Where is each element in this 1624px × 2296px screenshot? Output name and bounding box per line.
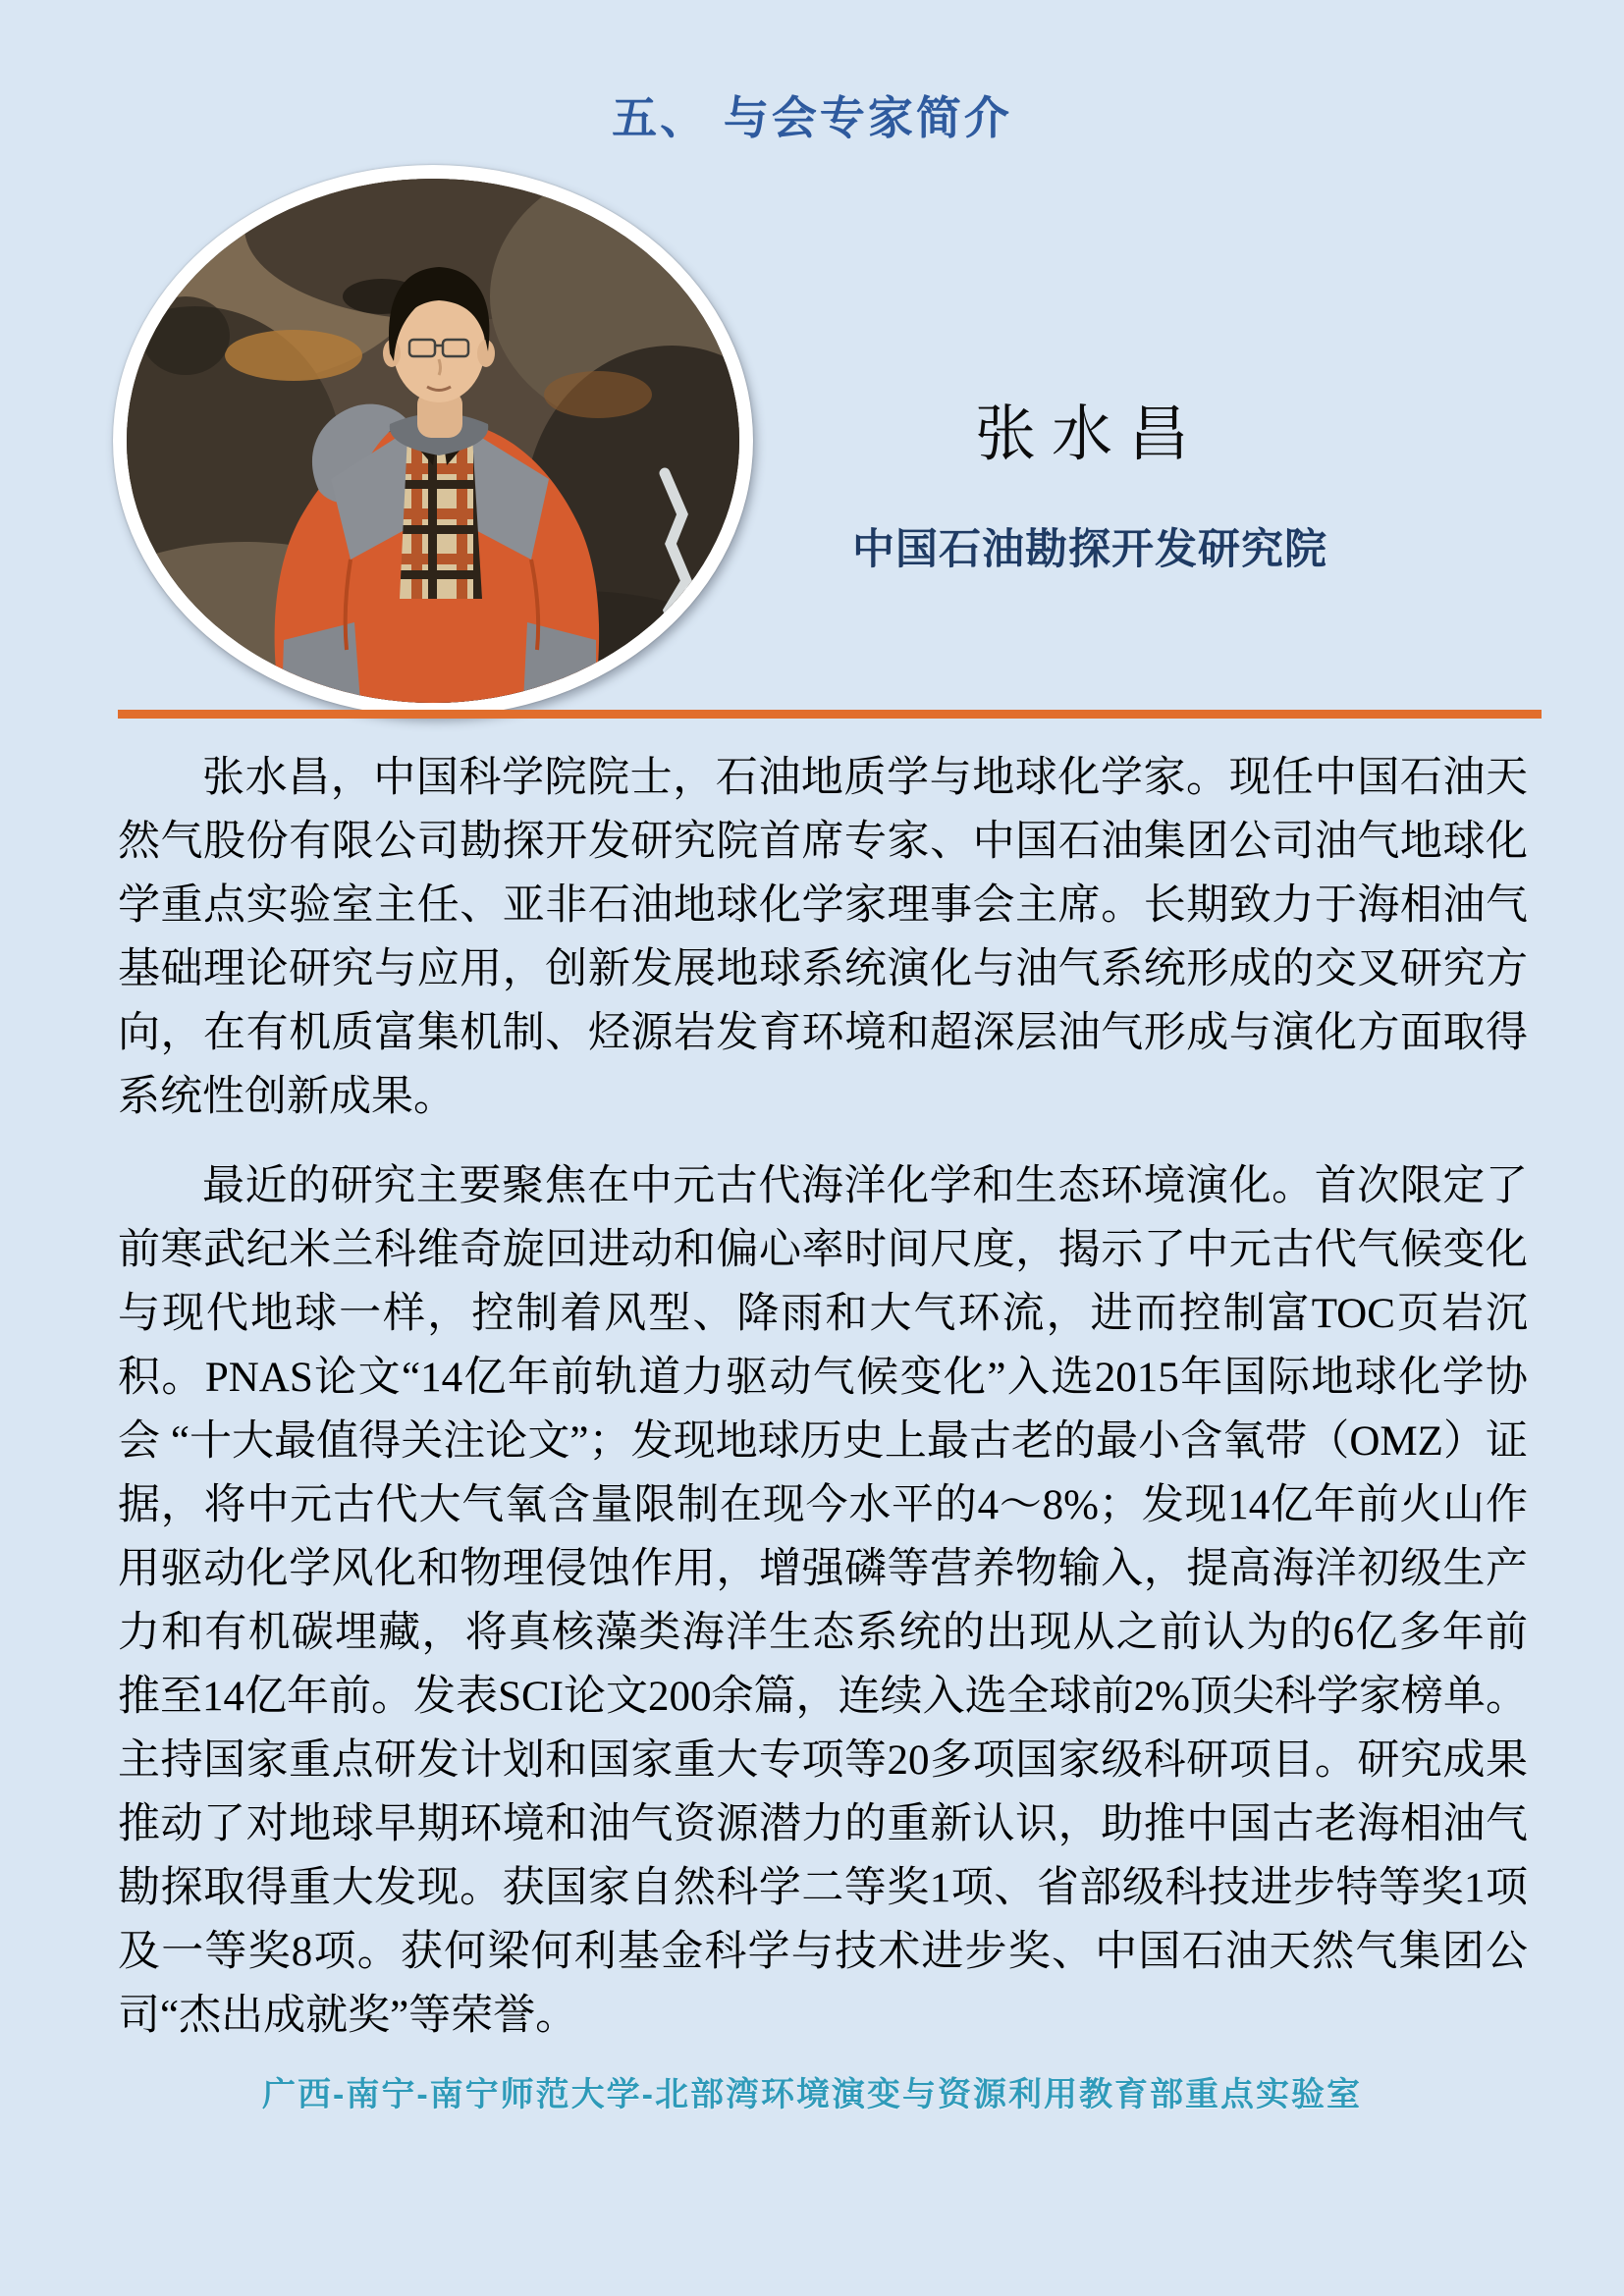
page-title: 五、 与会专家简介 [612, 92, 1012, 143]
section-divider [118, 710, 1542, 719]
bio-paragraph-2: 最近的研究主要聚焦在中元古代海洋化学和生态环境演化。首次限定了前寒武纪米兰科维奇旋回进动和偏心率时间尺度，揭示了中元古代气候变化与现代地球一样，控制着风型、降雨和大气环流，进而控制富TOC页岩沉积。PNAS论文“14亿年前轨道力驱动气候变化”入选2015年国际地球化学协会 “十大最值得关注论文”；发现地球历史上最古老的最小含氧带（OMZ）证据，将中元古代大气氧含量限制在现今水平的4～8%；发现14亿年前火山作用驱动化学风化和物理侵蚀作用，增强磷等营养物输入，提高海洋初级生产力和有机碳埋藏，将真核藻类海洋生态系统的出现从之前认为的6亿多年前推至14亿年前。发表SCI论文200余篇，连续入选全球前2%顶尖科学家榜单。主持国家重点研发计划和国家重大专项等20多项国家级科研项目。研究成果推动了对地球早期环境和油气资源潜力的重新认识，助推中国古老海相油气勘探取得重大发现。获国家自然科学二等奖1项、省部级科技进步特等奖1项及一等奖8项。获何梁何利基金科学与技术进步奖、中国石油天然气集团公司“杰出成就奖”等荣誉。 [118, 1163, 1528, 2039]
bio-section [118, 746, 1528, 2073]
expert-affiliation: 中国石油勘探开发研究院 [852, 526, 1327, 573]
footer-lab-name: 广西-南宁-南宁师范大学-北部湾环境演变与资源利用教育部重点实验室 [262, 2076, 1362, 2113]
expert-photo [113, 165, 753, 717]
bio-paragraph-1: 张水昌，中国科学院院士，石油地质学与地球化学家。现任中国石油天然气股份有限公司勘探开发研究院首席专家、中国石油集团公司油气地球化学重点实验室主任、亚非石油地球化学家理事会主席。长期致力于海相油气基础理论研究与应用，创新发展地球系统演化与油气系统形成的交叉研究方向，在有机质富集机制、烃源岩发育环境和超深层油气形成与演化方面取得系统性创新成果。 [118, 755, 1528, 1120]
portrait-illustration [127, 179, 739, 703]
expert-name: 张水昌 [974, 401, 1205, 468]
